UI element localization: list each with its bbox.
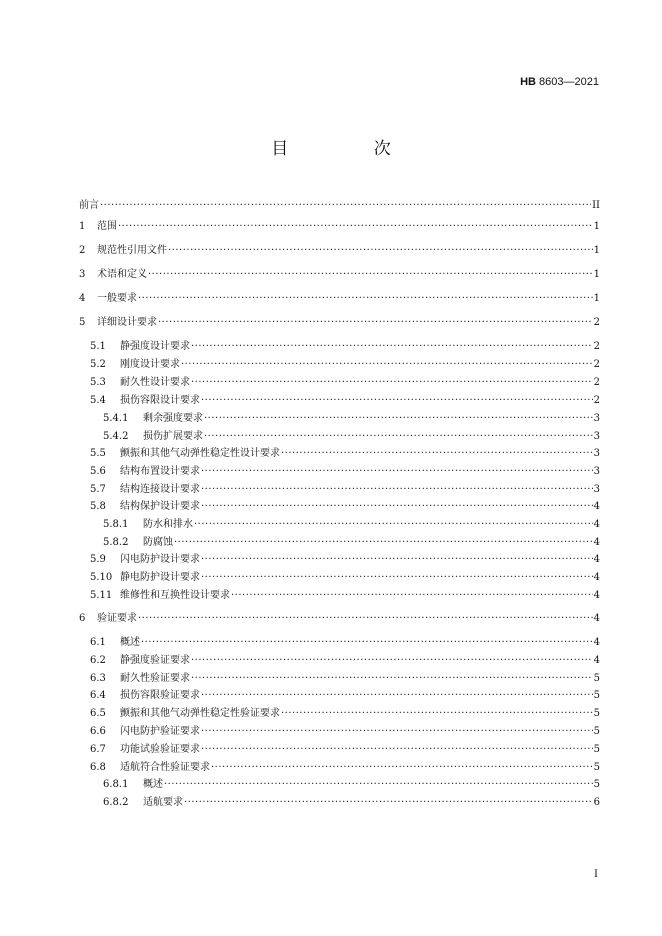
toc-entry-number: 5.8 [90,501,106,512]
toc-leader-dots [174,537,593,548]
toc-entry-page: 3 [593,484,600,495]
standard-code: 8603—2021 [539,76,599,88]
toc-leader-dots [184,797,593,808]
toc-leader-dots [164,779,593,790]
toc-entry-label: 损伤容限设计要求 [120,395,200,406]
toc-leader-dots [138,293,593,304]
toc-entry-label: 范围 [97,221,117,232]
toc-entry-label: 耐久性设计要求 [120,377,190,388]
toc-entry-page: 4 [593,590,600,601]
toc-entry-label: 功能试验验证要求 [120,744,200,755]
toc-entry[interactable] [79,196,600,210]
toc-entry[interactable] [103,409,600,423]
toc-entry-label: 一般要求 [97,293,137,304]
toc-leader-dots [201,466,593,477]
toc-leader-dots [191,377,593,388]
toc-entry-page: 1 [593,293,600,304]
toc-leader-dots [231,590,593,601]
toc-leader-dots [148,269,593,280]
toc-entry[interactable] [90,740,600,754]
toc-entry[interactable] [79,609,600,623]
toc-entry-number: 1 [79,221,86,232]
toc-leader-dots [100,200,591,211]
toc-entry-number: 5.1 [90,341,106,352]
toc-leader-dots [181,359,593,370]
toc-entry[interactable] [90,704,600,718]
toc-entry-label: 概述 [143,779,163,790]
toc-leader-dots [168,245,593,256]
toc-leader-dots [201,484,593,495]
toc-leader-dots [191,655,593,666]
toc-entry-label: 损伤扩展要求 [143,431,203,442]
toc-entry[interactable] [79,217,600,231]
toc-leader-dots [194,519,593,530]
toc-entry-number: 5.4 [90,395,106,406]
toc-entry-label: 闪电防护验证要求 [120,726,200,737]
toc-entry-label: 闪电防护设计要求 [120,554,200,565]
toc-leader-dots [204,413,593,424]
toc-entry-number: 6.1 [90,637,106,648]
toc-entry-page: 3 [593,431,600,442]
toc-entry[interactable] [90,651,600,665]
toc-entry-page: 4 [593,519,600,530]
toc-entry-number: 5.3 [90,377,106,388]
toc-entry-label: 前言 [79,200,99,211]
toc-entry-label: 静电防护设计要求 [120,572,200,583]
toc-entry-number: 6.7 [90,744,106,755]
toc-leader-dots [201,744,593,755]
toc-entry[interactable] [90,480,600,494]
toc-entry-page: 2 [593,377,600,388]
toc-entry[interactable] [90,633,600,647]
toc-entry[interactable] [90,497,600,511]
page-folio: I [594,869,598,880]
toc-entry[interactable] [79,241,600,255]
toc-entry[interactable] [90,722,600,736]
toc-entry-page: 1 [593,269,600,280]
toc-entry-page: 3 [593,413,600,424]
toc-entry-number: 6.5 [90,708,106,719]
toc-entry-label: 颤振和其他气动弹性稳定性设计要求 [120,448,280,459]
toc-entry-page: II [592,200,600,211]
toc-entry-page: 3 [593,466,600,477]
toc-entry[interactable] [79,265,600,279]
toc-leader-dots [141,637,593,648]
toc-entry-page: 4 [593,613,600,624]
toc-entry-label: 静强度验证要求 [120,655,190,666]
toc-entry-label: 颤振和其他气动弹性稳定性验证要求 [120,708,280,719]
toc-entry-number: 6.4 [90,690,106,701]
standard-prefix: HB [520,76,536,88]
toc-entry[interactable] [79,313,600,327]
toc-entry[interactable] [90,391,600,405]
toc-entry-number: 5.10 [90,572,113,583]
toc-entry-page: 4 [593,572,600,583]
toc-entry[interactable] [103,793,600,807]
toc-entry-page: 5 [593,708,600,719]
toc-entry-label: 刚度设计要求 [120,359,180,370]
toc-entry[interactable] [90,568,600,582]
toc-entry-label: 术语和定义 [97,269,147,280]
toc-entry-number: 5.6 [90,466,106,477]
toc-entry-page: 2 [593,359,600,370]
toc-leader-dots [281,448,593,459]
toc-entry[interactable] [90,337,600,351]
toc-leader-dots [201,501,593,512]
toc-entry-number: 5.5 [90,448,106,459]
toc-entry-number: 6.8.2 [103,797,129,808]
toc-entry-label: 防腐蚀 [143,537,173,548]
toc-entry-page: 5 [593,744,600,755]
toc-entry-label: 防水和排水 [143,519,193,530]
toc-entry-number: 5 [79,317,86,328]
toc-leader-dots [118,221,593,232]
toc-leader-dots [281,708,593,719]
toc-entry-label: 维修性和互换性设计要求 [120,590,230,601]
toc-entry-label: 结构连接设计要求 [120,484,200,495]
toc-entry-page: 4 [593,637,600,648]
toc-entry-number: 3 [79,269,86,280]
toc-entry-page: 6 [593,797,600,808]
toc-entry-label: 详细设计要求 [97,317,157,328]
toc-entry[interactable] [103,533,600,547]
toc-entry[interactable] [103,775,600,789]
toc-leader-dots [191,673,593,684]
toc-entry[interactable] [90,444,600,458]
toc-entry-page: 5 [593,762,600,773]
toc-entry-page: 1 [593,245,600,256]
toc-entry-number: 5.4.1 [103,413,129,424]
toc-entry-page: 4 [593,501,600,512]
toc-entry-number: 5.4.2 [103,431,129,442]
toc-entry-number: 5.7 [90,484,106,495]
toc-leader-dots [201,395,593,406]
toc-leader-dots [204,431,593,442]
toc-leader-dots [201,726,593,737]
toc-leader-dots [191,341,593,352]
toc-entry-number: 2 [79,245,86,256]
toc-entry-label: 结构保护设计要求 [120,501,200,512]
toc-entry-label: 适航要求 [143,797,183,808]
toc-entry-page: 2 [593,341,600,352]
toc-entry-number: 6.6 [90,726,106,737]
toc-entry-page: 5 [593,726,600,737]
toc-entry-page: 1 [593,221,600,232]
toc-entry[interactable] [90,373,600,387]
toc-entry-number: 5.9 [90,554,106,565]
toc-entry-label: 规范性引用文件 [97,245,167,256]
page-title: 目 次 [271,139,431,159]
toc-entry-number: 5.2 [90,359,106,370]
toc-entry-page: 5 [593,779,600,790]
toc-entry[interactable] [90,669,600,683]
toc-entry-number: 6.2 [90,655,106,666]
toc-entry-page: 4 [593,537,600,548]
toc-entry-number: 6 [79,613,86,624]
toc-entry[interactable] [90,550,600,564]
toc-leader-dots [201,572,593,583]
toc-entry[interactable] [90,686,600,700]
toc-entry-label: 静强度设计要求 [120,341,190,352]
toc-entry[interactable] [90,462,600,476]
toc-entry-label: 适航符合性验证要求 [120,762,210,773]
toc-leader-dots [201,690,593,701]
toc-entry-page: 4 [593,655,600,666]
toc-entry[interactable] [103,427,600,441]
toc-entry-page: 3 [593,448,600,459]
toc-entry[interactable] [90,355,600,369]
toc-leader-dots [158,317,593,328]
toc-entry[interactable] [103,515,600,529]
toc-entry-page: 4 [593,554,600,565]
toc-entry-number: 5.8.1 [103,519,129,530]
toc-entry-label: 损伤容限验证要求 [120,690,200,701]
toc-entry-number: 6.3 [90,673,106,684]
toc-entry-page: 5 [593,673,600,684]
toc-entry-page: 2 [593,395,600,406]
toc-entry-page: 5 [593,690,600,701]
toc-entry-number: 6.8.1 [103,779,129,790]
toc-entry-label: 结构布置设计要求 [120,466,200,477]
toc-entry-number: 5.11 [90,590,113,601]
toc-entry-page: 2 [593,317,600,328]
toc-entry[interactable] [90,758,600,772]
toc-entry[interactable] [79,289,600,303]
toc-entry-label: 耐久性验证要求 [120,673,190,684]
toc-entry-number: 5.8.2 [103,537,129,548]
toc-entry[interactable] [90,586,600,600]
toc-entry-label: 概述 [120,637,140,648]
toc-entry-label: 验证要求 [97,613,137,624]
toc-entry-number: 6.8 [90,762,106,773]
toc-leader-dots [211,762,593,773]
toc-leader-dots [138,613,593,624]
toc-entry-number: 4 [79,293,86,304]
toc-leader-dots [201,554,593,565]
toc-entry-label: 剩余强度要求 [143,413,203,424]
